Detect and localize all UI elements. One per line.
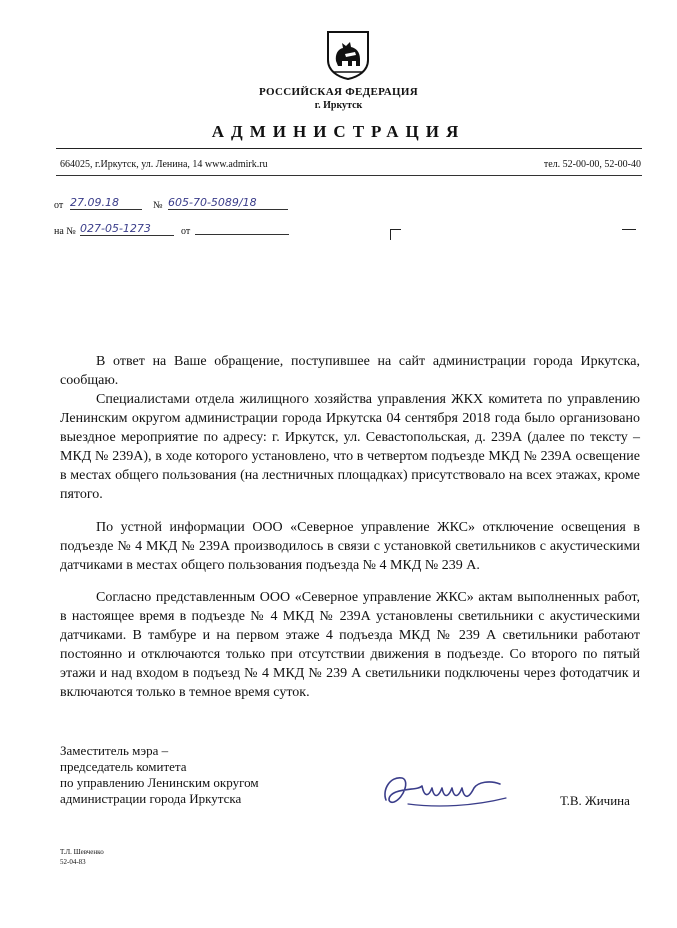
handwritten-signature (378, 768, 514, 814)
letterhead-phone: тел. 52-00-00, 52-00-40 (543, 159, 641, 170)
signatory-title (60, 743, 259, 807)
executor-phone: 52-04-83 (60, 858, 86, 866)
letterhead-address: 664025, г.Иркутск, ул. Ленина, 14 www.admirk.ru (60, 159, 268, 170)
paragraph-text: По устной информации ООО «Северное управление ЖКС» отключение освещения в подъезде № 4 МКД № 239А производилось в связи с установкой светильников с акустическими датчиками в местах общего пользования подъезда № 4 МКД № 239 А. (60, 520, 640, 573)
signatory-title-line: Заместитель мэра – (60, 743, 169, 758)
reference-number-label: на № (54, 226, 76, 237)
signatory-name: Т.В. Жичина (560, 793, 630, 808)
header-divider (56, 148, 642, 149)
executor-info (60, 847, 104, 867)
addressee-corner-mark-right (622, 229, 636, 230)
city-name: г. Иркутск (314, 100, 363, 111)
paragraph-text: Согласно представленным ООО «Северное управление ЖКС» актам выполненных работ, в настоящее время в подъезде № 4 МКД № 239А установлены светильники с акустическими датчиками. В тамбуре и на первом этаже 4 подъезда МКД № 239 А светильники работают постоянно и отключаются только при отсутствии движения в подъезде. Со второго по пятый этажи и над входом в подъезд № 4 МКД № 239 А светильники подключены через фотодатчик и включаются только в темное время суток. (60, 590, 640, 700)
reference-date-line (195, 234, 289, 235)
body-paragraph (60, 390, 640, 504)
paragraph-text: Специалистами отдела жилищного хозяйства управления ЖКХ комитета по управлению Ленинским округом администрации города Иркутска 04 сентября 2018 года было организовано выездное мероприятие по адресу: г. Иркутск, ул. Севастопольская, д. 239А (далее по тексту – МКД № 239А), в ходе которого установлено, что в четвертом подъезде МКД № 239А освещение в местах общего пользования (на лестничных площадках) присутствовало на всех этажах, кроме пятого. (60, 392, 640, 502)
paragraph-text: В ответ на Ваше обращение, поступившее на сайт администрации города Иркутска, сообщаю. (60, 354, 640, 388)
signatory-title-line: председатель комитета (60, 759, 187, 774)
outgoing-number-label: № (153, 200, 163, 211)
outgoing-date-value: 27.09.18 (70, 196, 142, 210)
executor-name: Т.Л. Шевченко (60, 848, 104, 856)
coat-of-arms-icon (325, 30, 371, 80)
signatory-title-line: администрации города Иркутска (60, 791, 242, 806)
body-paragraph (60, 352, 640, 390)
contacts-divider (56, 175, 642, 176)
body-paragraph (60, 518, 640, 575)
outgoing-number-value: 605-70-5089/18 (168, 196, 288, 210)
outgoing-date-label: от (54, 200, 64, 211)
organization-title: АДМИНИСТРАЦИЯ (211, 122, 466, 141)
reference-number-value: 027-05-1273 (80, 222, 174, 236)
body-paragraph (60, 588, 640, 702)
signatory-title-line: по управлению Ленинским округом (60, 775, 259, 790)
reference-date-label: от (181, 226, 191, 237)
addressee-corner-mark (390, 229, 401, 240)
country-name: РОССИЙСКАЯ ФЕДЕРАЦИЯ (259, 86, 418, 98)
